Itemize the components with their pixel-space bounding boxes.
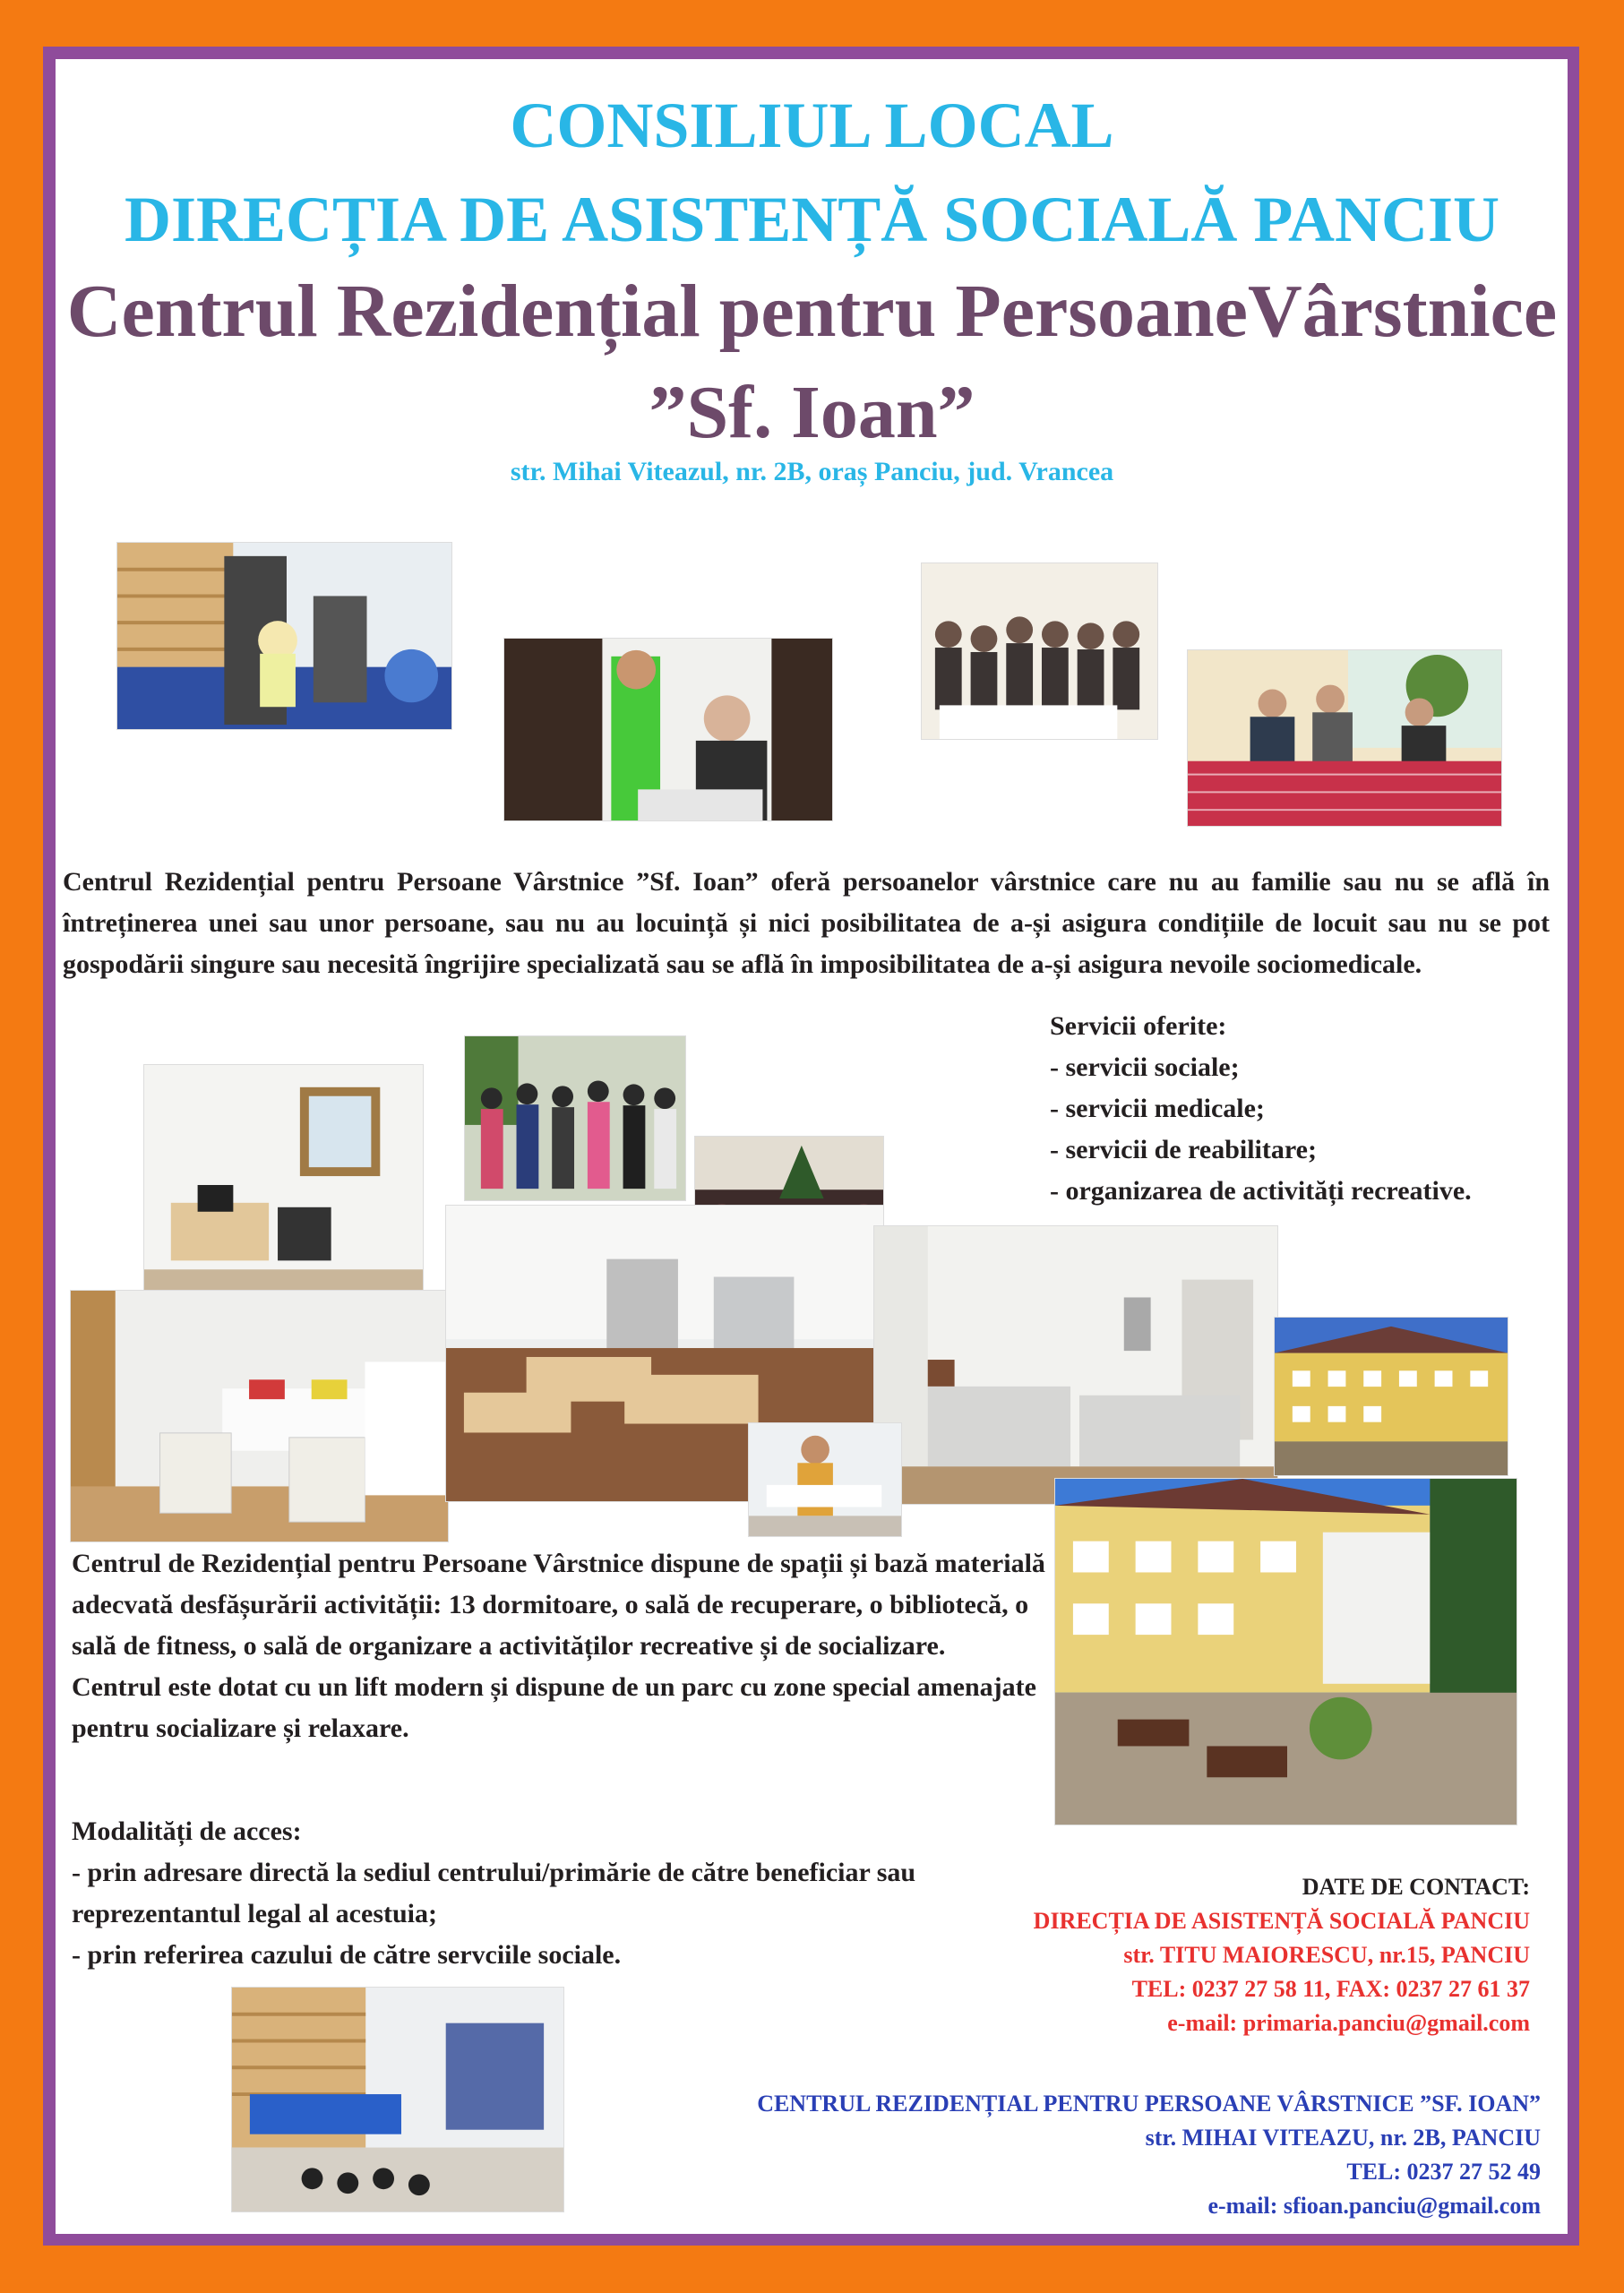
center-phone: TEL: 0237 27 52 49 (1346, 2159, 1541, 2185)
photo-portrait-woman (748, 1422, 902, 1537)
center-name: CENTRUL REZIDENȚIAL PENTRU PERSOANE VÂRSTNICE ”SF. IOAN” (757, 2091, 1541, 2117)
facilities-block (72, 1543, 1048, 1749)
council-heading: CONSILIUL LOCAL (510, 90, 1114, 161)
page-subtitle: ”Sf. Ioan” (649, 371, 975, 454)
services-title: Servicii oferite: (1050, 1011, 1227, 1041)
contact-street: str. TITU MAIORESCU, nr.15, PANCIU (1123, 1942, 1530, 1968)
center-street: str. MIHAI VITEAZU, nr. 2B, PANCIU (1145, 2125, 1541, 2151)
photo-fitness-room (116, 542, 452, 730)
access-block (72, 1811, 1039, 1976)
access-item: - prin referirea cazului de către servciile sociale. (72, 1940, 622, 1970)
contact-block (941, 1870, 1530, 2040)
contact-heading: DATE DE CONTACT: (1302, 1874, 1530, 1900)
contact-org: DIRECȚIA DE ASISTENȚĂ SOCIALĂ PANCIU (1033, 1908, 1530, 1934)
contact-phone: TEL: 0237 27 58 11, FAX: 0237 27 61 37 (1131, 1976, 1530, 2002)
facilities-text-2: Centrul este dotat cu un lift modern și dispune de un parc cu zone special amenajate pentru socializare și relaxare. (72, 1672, 1036, 1743)
list-item: - servicii medicale; (1050, 1094, 1265, 1123)
access-item: - prin adresare directă la sediul centrului/primărie de către beneficiar sau reprezentantul legal al acestuia; (72, 1858, 916, 1928)
photo-living-room (70, 1290, 449, 1542)
page-title: Centrul Rezidențial pentru PersoaneVârstnice (66, 270, 1558, 353)
intro-paragraph: Centrul Rezidențial pentru Persoane Vârstnice ”Sf. Ioan” oferă persoanelor vârstnice care nu au familie sau nu se află în întreținerea unei sau unor persoane, sau nu au locuință și nici posibilitatea de a-și asigura condițiile de locuit sau nu se pot gospodării singure sau necesită îngrijire specializată sau se află în imposibilitatea de a-și asigura nevoile sociomedicale. (63, 867, 1550, 979)
photo-building-front (1274, 1317, 1508, 1476)
photo-crowd-event (464, 1035, 686, 1201)
access-title: Modalități de acces: (72, 1816, 302, 1846)
facilities-text: Centrul de Rezidențial pentru Persoane Vârstnice dispune de spații și bază materială adecvată desfășurării activității: 13 dormitoare, o sală de recuperare, o bibliotecă, o sală de fitness, o sală de organizare a activităților recreative și de socializare. (72, 1549, 1045, 1661)
services-block (1050, 1006, 1551, 1212)
photo-dining-table (1187, 649, 1502, 827)
photo-rehab-room (231, 1987, 564, 2212)
services-list (1050, 1047, 1551, 1212)
list-item: - servicii sociale; (1050, 1052, 1240, 1082)
contact-email: e-mail: primaria.panciu@gmail.com (1167, 2010, 1530, 2036)
photo-office-room (143, 1064, 424, 1304)
photo-group-celebration (921, 563, 1158, 740)
center-email: e-mail: sfioan.panciu@gmail.com (1207, 2193, 1541, 2219)
photo-park-courtyard (1054, 1478, 1517, 1825)
photo-bedroom (873, 1225, 1278, 1505)
list-item: - organizarea de activități recreative. (1050, 1176, 1472, 1206)
center-contact-block (681, 2087, 1541, 2223)
directorate-heading: DIRECȚIA DE ASISTENȚĂ SOCIALĂ PANCIU (124, 184, 1500, 255)
header-address: str. Mihai Viteazul, nr. 2B, oraș Panciu, jud. Vrancea (510, 457, 1114, 486)
photo-medical-check (503, 638, 833, 821)
list-item: - servicii de reabilitare; (1050, 1135, 1317, 1164)
